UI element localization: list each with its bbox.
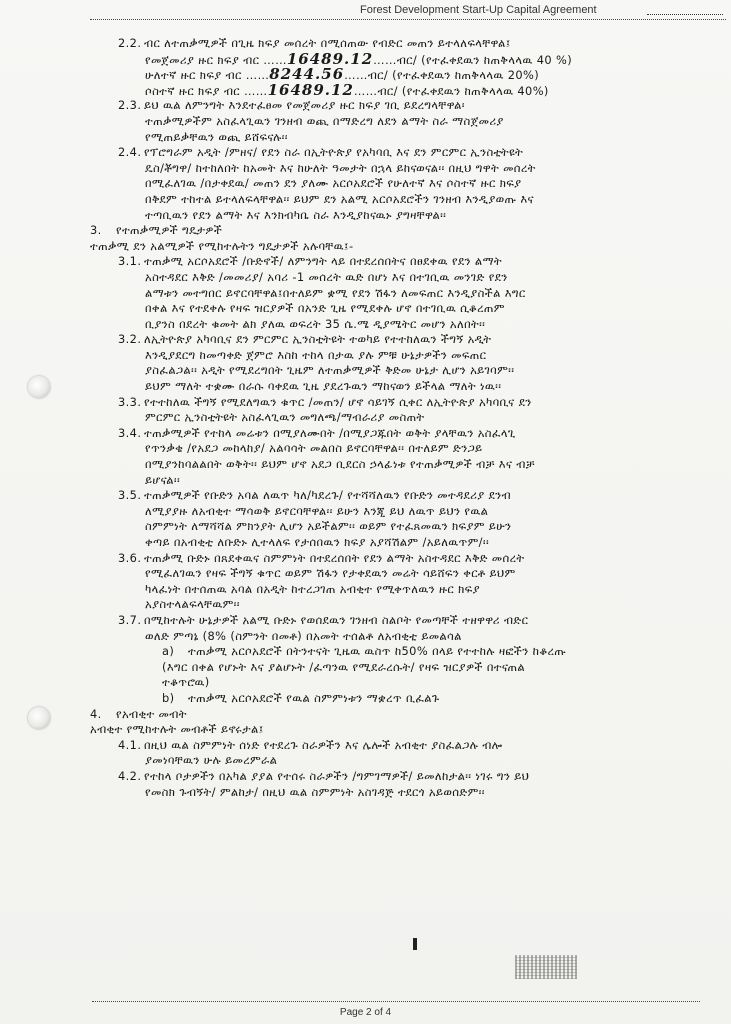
item-number: 4.1. — [118, 737, 142, 752]
page-number: Page 2 of 4 — [339, 1007, 392, 1018]
line-text: ቢያንስ በደረት ቁመት ልክ ያለዉ ወፍረት 35 ሴ.ሜ ዲያሜትር መሆን አለበት፡፡ — [145, 316, 486, 331]
line-text: በሚፈለገዉ /በታቀደዉ/ መጠን ደን ያለሙ አርሶአደሮች የሁለተኛ እና ሶስተኛ ዙር ክፍያ — [145, 176, 522, 191]
item-number: 2.2. — [118, 36, 142, 50]
punch-hole — [28, 707, 50, 729]
text-line — [90, 332, 722, 348]
line-text: የአብቂተ መብት — [116, 706, 187, 721]
line-text: (እግር በቀል የሆኑት እና ያልሆኑት /ፈጣንዉ የሚደራረሱት/ የዛፍ ዝርያዎች በተናጠል — [162, 659, 526, 674]
line-text: ተጠቃሚ አርሶአደሮች /ቡድኖች/ ለምንግት ላይ በተደረሰበትና በፀደቀዉ የደን ልማት — [144, 254, 502, 269]
line-text-suffix: ……ብር/ (የተፈቀደዉን ከጠቅላላዉ 40 %) — [373, 52, 573, 67]
line-text: አብቂተ የሚከተሉት መብቶች ይኖሩታል፤ — [90, 722, 264, 737]
item-number: 3. — [90, 223, 102, 238]
text-line — [90, 223, 722, 239]
header-blank-line — [647, 14, 723, 15]
line-text: በቅደም ተከተል ይተላለፍላቸዋል፡፡ ይህም ደን አልሚ አርሶአደሮችን ገንዘብ እንዲያወጡ እና — [145, 191, 534, 206]
item-number: 3.1. — [118, 254, 142, 269]
text-line — [90, 660, 722, 676]
text-line — [90, 145, 722, 161]
pen-mark — [413, 938, 417, 950]
text-line — [90, 286, 722, 302]
line-text: በሚከተሉት ሁኔታዎች አልሚ ቡድኑ የወሰደዉን ገንዘብ ስልቦት የመጣቸች ተዘዋዋሪ ብድር — [144, 612, 529, 627]
text-line — [90, 613, 722, 629]
footer-rule — [92, 1001, 700, 1002]
text-line — [90, 644, 722, 660]
line-text: ሶስተኛ ዙር ክፍያ ብር …… — [145, 83, 268, 98]
text-line — [90, 114, 722, 130]
text-line — [90, 254, 722, 270]
line-text: ዴስ/ቾግዋ/ ከተከለበት ከአመት እና ከሁለት ዓመታት በኋላ ይከናወናል፡፡ በዚህ ግዋት መሰረት — [145, 160, 536, 175]
text-line — [90, 769, 722, 785]
text-line — [90, 98, 722, 114]
running-header — [360, 4, 726, 20]
line-text: የሚጠይቃቸዉን ወጪ ይሸፍናሉ፡፡ — [145, 129, 288, 144]
line-text: የተከላ ቦታዎችን በአካል ያያል የተሰሩ ስራዎችን /ግምገማዎች/ ይመለከታል፡፡ ነገሩ ግን ይህ — [144, 768, 530, 783]
text-line — [90, 270, 722, 286]
item-number: 3.6. — [118, 550, 142, 565]
line-text: ይህም ማለት ተቋሙ በራሱ ባቀደዉ ጊዜ ያደረጉዉን ማከናወን ይችላል ማለት ነዉ፡፡ — [145, 379, 502, 394]
text-line — [90, 457, 722, 473]
item-number: 3.4. — [118, 425, 142, 440]
line-text: ስምምነት ለማሻሻል ምክንያት ሊሆን አይችልም፡፡ ወይም የተፈጸመዉን ክፍያም ይሁን — [145, 519, 512, 534]
handwritten-amount: 16489.12 — [267, 82, 354, 99]
text-line — [90, 208, 722, 224]
text-line — [90, 410, 722, 426]
running-header-title: Forest Development Start-Up Capital Agreement — [360, 4, 597, 16]
text-line — [90, 691, 722, 707]
text-line — [90, 301, 722, 317]
line-text: በዚህ ዉል ስምምነት ሰነድ የተደረጉ ስራዎችን እና ሌሎች አብቂተ ያስፈልጋሉ ብሎ — [144, 737, 503, 752]
line-text: ተጠቃሚ አርሶአደሮች የዉል ስምምነቱን ማቋረጥ ቢፈልጉ — [188, 690, 440, 705]
text-line — [90, 582, 722, 598]
line-text: ለኢትዮጵያ አካባቢና ደን ምርምር ኢንስቲትዩት ተወካይ የተተከለዉን ችግኝ አዲት — [144, 332, 492, 347]
item-number: 3.2. — [118, 332, 142, 347]
line-text: አያስተላልፍላቸዉም፡፡ — [145, 597, 240, 612]
text-line — [90, 738, 722, 754]
line-text: ካላፈነት በተሰጠዉ አባል በአዲት ከተረጋገጠ አብቂተ የሚቀጥለዉን ዙር ክፍያ — [145, 581, 480, 596]
line-text: የሚፈለገዉን የዛፍ ችግኝ ቁጥር ወይም ሽፋን የታቀደዉን መሬት ሳይሸፍን ቀርቶ ይህም — [145, 566, 516, 581]
text-line — [90, 130, 722, 146]
text-line — [90, 426, 722, 442]
text-line — [90, 317, 722, 333]
text-line — [90, 504, 722, 520]
text-line — [90, 566, 722, 582]
line-text: እንዲያደርግ ከመጣቀድ ጀምሮ እስከ ተከላ በታዉ ያሉ ምቹ ሁኔታዎችን መፍጠር — [145, 347, 487, 362]
text-line — [90, 52, 722, 68]
text-line — [90, 707, 722, 723]
line-text: ይሆናል፡፡ — [145, 472, 181, 487]
line-text: ተጠቃሚዎች የተከላ መሬቱን በሚያለሙበት /በሚያጋጁበት ወቅት ያላቸዉን አስፈላጊ — [144, 425, 516, 440]
line-text: ቀጣይ በአብቂቲ ለቡድኑ ሊተላለፍ የታሰበዉን ክፍያ አያሻሽልም /አይለዉጥም/፡፡ — [145, 535, 490, 549]
line-text: ተጠቃሚዎች የቡድን አባል ለዉጥ ካለ/ካደረጉ/ የተሻሻለዉን የቡድን መተዳደሪያ ደንብ — [144, 488, 511, 503]
item-number: 2.3. — [118, 98, 142, 113]
text-line — [90, 535, 722, 551]
line-text-suffix: ……ብር/ (የተፈቀደዉን ከጠቅላላዉ 40%) — [353, 83, 549, 98]
line-text: ተጠቃሚ ደን አልሚዎች የሚከተሉትን ግዴታዎች አሉባቸዉ፤- — [90, 238, 354, 253]
stamp-mark — [515, 955, 577, 979]
line-text: የተጠቃሚዎች ግዴታዎች — [116, 223, 223, 238]
line-text: ሁለተኛ ዙር ክፍያ ብር …… — [145, 68, 270, 83]
line-text: ተጣቢዉን የደን ልማት እና እንክብካቤ ስራ እንዲያከናዉኑ ያግዛቸዋል፡፡ — [145, 207, 447, 222]
agreement-body — [90, 36, 722, 800]
text-line — [90, 441, 722, 457]
text-line — [90, 192, 722, 208]
line-text: በቀል እና የተደቀሉ የዛፍ ዝርያዎች በአንድ ጊዜ የሚደቀሉ ሆኖ በተገቢዉ ሲቆረጠም — [145, 301, 505, 316]
text-line — [90, 722, 722, 738]
line-text: የመጀመሪያ ዙር ክፍያ ብር …… — [145, 52, 287, 67]
text-line — [90, 551, 722, 567]
text-line — [90, 348, 722, 364]
line-text: ተጠቃሚዎችም አስፈላጊዉን ገንዘብ ወጪ በማድረግ ለደን ልማት ስራ ማስጀመሪያ — [145, 113, 504, 128]
text-line — [90, 519, 722, 535]
line-text: ወለድ ምጣኔ (8% (ስምንት በመቶ) በአመት ተሰልቶ ለአብቂቲ ይመልሳል — [145, 628, 462, 643]
line-text: ያስፈልጋል፡፡ አዲት የሚደረግበት ጊዜም ለተጠቃሚዎች ቅድመ ሁኔታ ሊሆን አይገባም፡፡ — [145, 363, 515, 378]
line-text: የመስክ ጉብኝት/ ምልከታ/ በዚህ ዉል ስምምነት አስገዳጅ ተደርጎ አይወሰድም፡፡ — [145, 784, 485, 799]
text-line — [90, 363, 722, 379]
line-text: አስተዳደር እቅድ /መመሪያ/ አባሪ -1 መሰረት ዉድ በሆነ እና በተገቢዉ መንገድ የደን — [145, 269, 508, 284]
text-line — [90, 83, 722, 99]
text-line — [90, 488, 722, 504]
line-text: የፕሮግራም አዲት /ምዘና/ የደን ስራ በኢትዮጵያ የአካባቢ እና ደን ምርምር ኢንስቲትዩት — [144, 145, 524, 160]
text-line — [90, 239, 722, 255]
item-number: b) — [162, 690, 175, 705]
line-text: ተጠቃሚ ቡድኑ በጸደቀዉና ስምምነት በተደረሰበት የደን ልማት አስተዳደር እቅድ መሰረት — [144, 550, 525, 565]
line-text: በሚያንከባልልበት ወቅት፡፡ ይህም ሆኖ አደጋ ቢደርስ ኃላፊነቱ የተጠቃሚዎች ብቻ እና ብቻ — [145, 457, 535, 472]
item-number: a) — [162, 644, 175, 659]
item-number: 4.2. — [118, 768, 142, 783]
item-number: 3.7. — [118, 612, 142, 627]
text-line — [90, 176, 722, 192]
item-number: 2.4. — [118, 145, 142, 160]
text-line — [90, 473, 722, 489]
text-line — [90, 597, 722, 613]
header-rule — [90, 19, 726, 20]
line-text: ይህ ዉል ለምንግት እንደተፈፀመ የመጀመሪያ ዙር ክፍያ ገቢ ይደረግላቸዋል፡ — [144, 98, 465, 113]
line-text: ብር ለተጠቃሚዎች በጊዜ ክፍያ መሰረት በሚሰጠው የብድር መጠን ይተላለፍላቸዋል፤ — [144, 36, 511, 50]
text-line — [90, 67, 722, 83]
handwritten-amount: 8244.56 — [269, 67, 345, 83]
handwritten-amount: 16489.12 — [286, 51, 374, 68]
line-text: ምርምር ኢንስቲትዩት አስፈላጊዉን መግለጫ/ማብራሪያ መስጠት — [145, 410, 425, 425]
line-text: ያመነባቸዉን ሁሉ ይመረምራል — [145, 753, 278, 768]
item-number: 3.5. — [118, 488, 142, 503]
line-text: ልማቱን መተግበር ይኖርባቸዋል፤በተለይም ቋሚ የደን ሽፋን ለመፍጠር እንዲያስችል እግር — [145, 285, 526, 300]
text-line — [90, 675, 722, 691]
item-number: 4. — [90, 706, 102, 721]
text-line — [90, 161, 722, 177]
line-text: የጥንቃቄ /የአደጋ መከላከያ/ አልባሳት መልበስ ይኖርባቸዋል፡፡ በተለይም ድንጋይ — [145, 441, 483, 456]
punch-hole — [28, 376, 50, 398]
text-line — [90, 629, 722, 645]
text-line — [90, 753, 722, 769]
line-text: ለሚያያዙ ለአብቂተ ማሳወቅ ይኖርባቸዋል፡፡ ይሁን እንጂ ይህ ለዉጥ ይህን የዉል — [145, 503, 489, 518]
text-line — [90, 785, 722, 801]
text-line — [90, 395, 722, 411]
line-text-suffix: ……ብር/ (የተፈቀደዉን ከጠቅላላዉ 20%) — [344, 68, 540, 83]
line-text: የተተከለዉ ችግኝ የሚደለግዉን ቁጥር /መጠን/ ሆኖ ሳይገኝ ሲቀር ለኢትዮጵያ አካባቢና ደን — [144, 394, 532, 409]
text-line — [90, 379, 722, 395]
text-line — [90, 36, 722, 52]
item-number: 3.3. — [118, 394, 142, 409]
line-text: ተቆጥሮዉ) — [162, 675, 210, 690]
line-text: ተጠቃሚ አርሶአደሮች በትንተናት ጊዜዉ ዉስጥ ከ50% በላይ የተተከሉ ዛፎችን ከቆረጡ — [188, 644, 567, 659]
